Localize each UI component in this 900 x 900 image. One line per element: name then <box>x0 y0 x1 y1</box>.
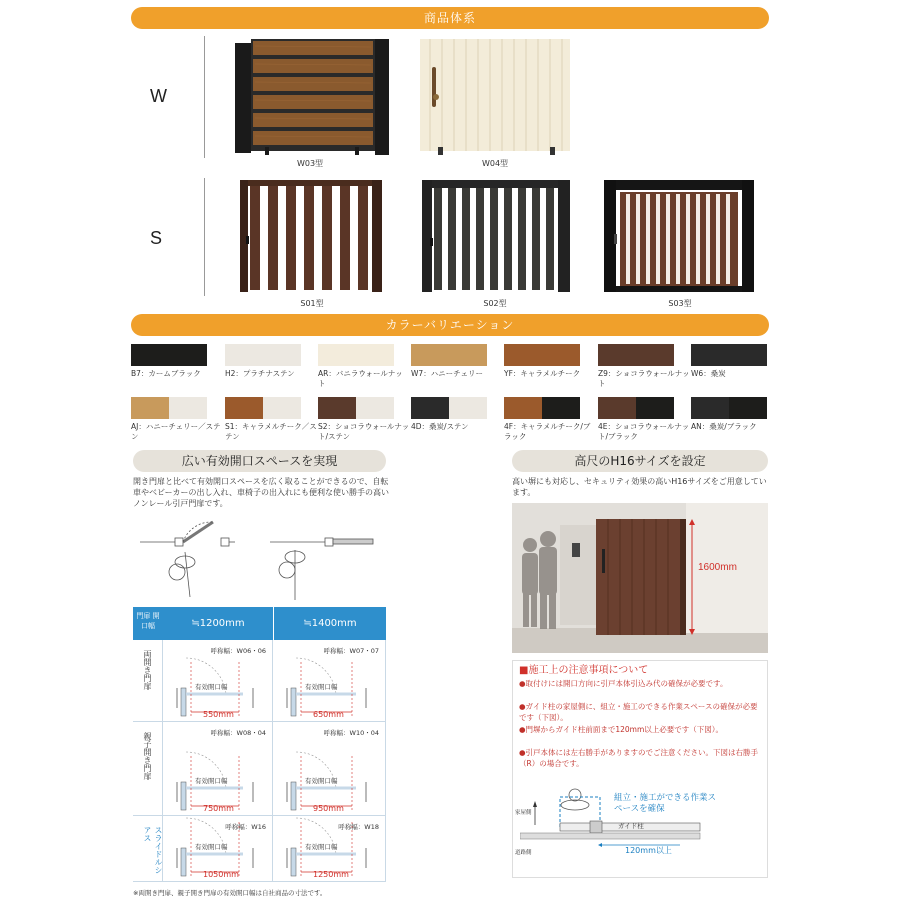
notes-title: ■施工上の注意事項について <box>519 665 649 676</box>
table-row-side <box>133 640 163 722</box>
gate-w04-caption: W04型 <box>481 159 509 168</box>
table-cell <box>273 640 386 722</box>
install-space-label: 組立・施工ができる作業スペースを確保 <box>614 793 717 814</box>
color-swatch <box>318 397 394 419</box>
opening-diagram <box>163 722 273 816</box>
color-swatch-label: 4F：キャラメルチーク/ブラック <box>504 422 591 441</box>
color-swatch-label: Z9：ショコラウォールナット <box>598 369 690 388</box>
color-swatch-label: W7：ハニーチェリー <box>411 369 483 378</box>
effective-opening-label: 有効開口幅 <box>305 777 338 785</box>
nominal-width: 呼称幅：W16 <box>225 823 266 831</box>
color-swatch <box>411 397 487 419</box>
row-divider <box>204 178 205 296</box>
row-label-w: W <box>150 86 167 106</box>
color-swatch <box>225 397 301 419</box>
table-row-type: 親子開き門扉 <box>143 732 152 780</box>
effective-opening-value: 950mm <box>313 804 344 813</box>
gate-s01-image <box>236 178 386 296</box>
color-swatch-label: S1：キャラメルチーク／ステン <box>225 422 317 441</box>
lineup-banner: 商品体系 <box>131 7 769 29</box>
note-item: ●取付けには開口方向に引戸本体引込み代の確保が必要です。 <box>519 679 728 688</box>
note-item: ●ガイド柱の家屋側に、組立・施工のできる作業スペースの確保が必要です（下図）。 <box>519 702 758 722</box>
right-section-text: 高い塀にも対応し、セキュリティ効果の高いH16サイズをご用意しています。 <box>512 477 767 497</box>
color-swatch <box>318 344 394 366</box>
color-swatch <box>598 397 674 419</box>
color-swatch-label: S2：ショコラウォールナット/ステン <box>318 422 410 441</box>
color-swatch-label: 4E：ショコラウォールナット/ブラック <box>598 422 690 441</box>
gate-s03-caption: S03型 <box>668 299 692 308</box>
table-footnote: ※両開き門扉、親子開き門扉の有効開口幅は自社商品の寸法です。 <box>133 889 327 897</box>
color-swatch <box>598 344 674 366</box>
house-side-label: 家屋側 <box>515 810 532 816</box>
effective-opening-label: 有効開口幅 <box>195 843 228 851</box>
colors-banner: カラーバリエーション <box>131 314 769 336</box>
effective-opening-value: 550mm <box>203 710 234 719</box>
row-divider <box>204 36 205 158</box>
table-cell <box>273 816 386 882</box>
table-cell <box>273 722 386 816</box>
color-swatch <box>504 397 580 419</box>
gate-w03-image <box>235 37 390 157</box>
nominal-width: 呼称幅：W07・07 <box>323 647 379 655</box>
table-row-type: 両開き門扉 <box>143 650 152 690</box>
height-label: 1600mm <box>698 562 737 573</box>
gate-s01-caption: S01型 <box>300 299 324 308</box>
left-section-text: 開き門扉と比べて有効開口スペースを広く取ることができるので、自転車やベビーカーの出し入れ、車椅子の出入れにも便利な使い勝手の高いノンレール引戸門扉です。 <box>133 477 389 508</box>
color-swatch <box>131 344 207 366</box>
table-row-type: スライドルシアス <box>143 826 163 874</box>
color-swatch <box>411 344 487 366</box>
effective-opening-label: 有効開口幅 <box>305 843 338 851</box>
effective-opening-value: 650mm <box>313 710 344 719</box>
road-side-label: 道路側 <box>515 850 532 856</box>
gate-w03-caption: W03型 <box>296 159 324 168</box>
color-swatch-label: AN：桑炭/ブラック <box>691 422 757 431</box>
color-swatch <box>691 344 767 366</box>
effective-opening-value: 750mm <box>203 804 234 813</box>
guide-post-label: ガイド柱 <box>618 822 644 830</box>
table-col-1400: ≒1400mm <box>273 607 386 640</box>
nominal-width: 呼称幅：W18 <box>338 823 379 831</box>
table-corner-header: 門扉 開口幅 <box>133 607 163 640</box>
color-swatch-label: H2：プラチナステン <box>225 369 295 378</box>
effective-opening-label: 有効開口幅 <box>195 683 228 691</box>
table-col-1200: ≒1200mm <box>163 607 273 640</box>
h16-gate-photo <box>512 503 768 653</box>
color-swatch-label: YF：キャラメルチーク <box>504 369 581 378</box>
color-swatch-label: 4D：桑炭/ステン <box>411 422 469 431</box>
effective-opening-label: 有効開口幅 <box>305 683 338 691</box>
gate-s02-caption: S02型 <box>483 299 507 308</box>
table-row-side <box>133 816 163 882</box>
min-120-label: 120mm以上 <box>625 846 672 855</box>
note-item: ●門塀からガイド柱前面まで120mm以上必要です（下図）。 <box>519 725 723 734</box>
gate-s03-image <box>602 178 757 296</box>
table-cell <box>163 816 273 882</box>
row-label-s: S <box>150 228 163 248</box>
table-row-side <box>133 722 163 816</box>
color-swatch-label: AR：バニラウォールナット <box>318 369 403 388</box>
left-section-title: 広い有効開口スペースを実現 <box>133 450 386 472</box>
color-swatch-label: AJ：ハニーチェリー／ステン <box>131 422 221 441</box>
nominal-width: 呼称幅：W10・04 <box>323 729 379 737</box>
color-swatch-label: B7：カームブラック <box>131 369 201 378</box>
color-swatch <box>504 344 580 366</box>
nominal-width: 呼称幅：W08・04 <box>210 729 266 737</box>
color-swatch <box>225 344 301 366</box>
table-cell <box>163 640 273 722</box>
effective-opening-value: 1050mm <box>203 870 239 879</box>
nominal-width: 呼称幅：W06・06 <box>210 647 266 655</box>
color-swatch <box>691 397 767 419</box>
color-swatch <box>131 397 207 419</box>
swing-vs-slide-diagram <box>135 512 380 607</box>
effective-opening-value: 1250mm <box>313 870 349 879</box>
note-item: ●引戸本体には左右勝手がありますのでご注意ください。下図は右勝手（R）の場合です。 <box>519 748 759 768</box>
gate-w04-image <box>418 37 573 157</box>
color-swatch-label: W6：桑炭 <box>691 369 726 378</box>
table-cell <box>163 722 273 816</box>
gate-s02-image <box>418 178 573 296</box>
opening-diagram <box>273 722 386 816</box>
right-section-title: 高尺のH16サイズを設定 <box>512 450 768 472</box>
effective-opening-label: 有効開口幅 <box>195 777 228 785</box>
